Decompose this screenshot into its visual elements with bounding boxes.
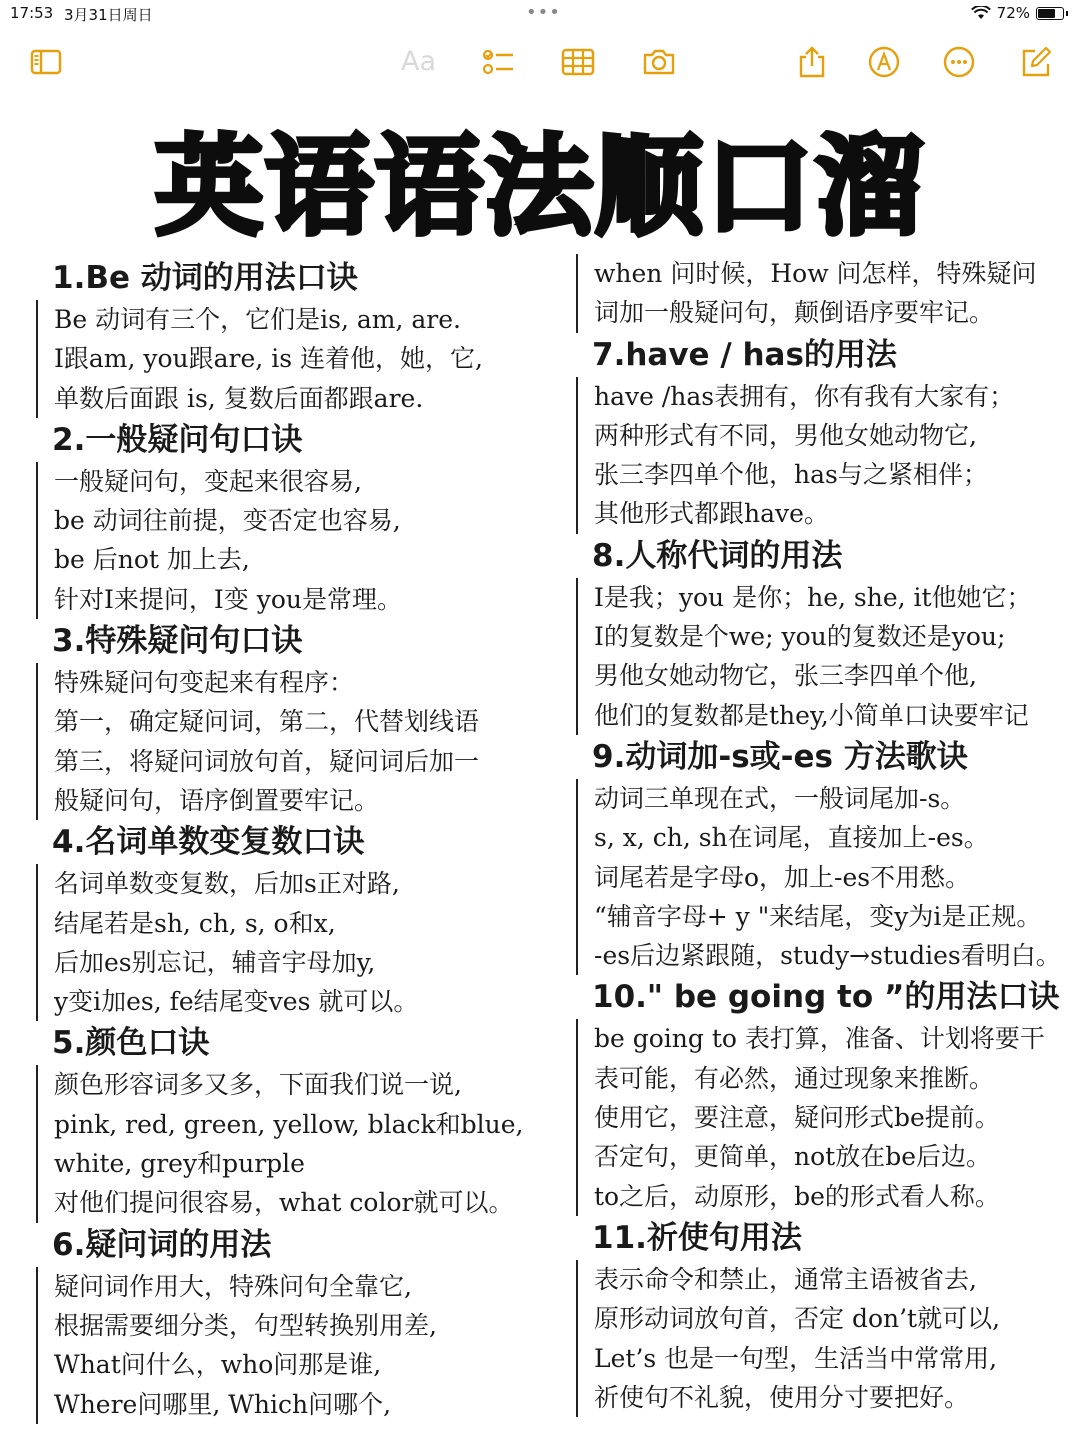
table-icon: [561, 45, 595, 79]
section-heading: 1.Be 动词的用法口诀: [52, 260, 358, 296]
note-text-line: 单数后面跟 is, 复数后面都跟are.: [54, 383, 424, 413]
note-text-line: What问什么，who问那是谁,: [54, 1350, 382, 1380]
wifi-icon: [971, 6, 991, 20]
note-text-line: I是我；you 是你；he, she, it他她它；: [594, 582, 1032, 612]
section-heading: 4.名词单数变复数口诀: [52, 824, 365, 861]
status-date: 3月31日周日: [64, 6, 153, 24]
note-text-line: 两种形式有不同，男他女她动物它,: [594, 420, 977, 450]
markup-button[interactable]: [866, 44, 902, 80]
continued-section-body: [576, 254, 1078, 333]
note-text-line: have /has表拥有，你有我有大家有；: [594, 381, 1015, 411]
note-text-line: I跟am, you跟are, is 连着他，她，它,: [54, 344, 483, 374]
note-text-line: 原形动词放句首，否定 don’t就可以,: [594, 1304, 1001, 1334]
note-text-line: Let’s 也是一句型，生活当中常常用,: [594, 1343, 998, 1373]
share-button[interactable]: [794, 44, 830, 80]
note-text-line: 般疑问句，语序倒置要牢记。: [54, 785, 380, 815]
note-text-line: be 动词往前提，变否定也容易,: [54, 506, 401, 536]
table-button[interactable]: [560, 44, 596, 80]
note-text-line: 词加一般疑问句，颠倒语序要牢记。: [594, 298, 995, 328]
note-text-line: 后加es别忘记，辅音宇母加y,: [54, 947, 376, 977]
checklist-button[interactable]: [480, 44, 516, 80]
multitasking-dots[interactable]: •••: [526, 2, 561, 23]
note-text-line: 颜色形容词多又多，下面我们说一说,: [54, 1070, 462, 1100]
note-text-line: pink, red, green, yellow, black和blue,: [54, 1109, 524, 1139]
more-icon: [942, 45, 976, 79]
section-body: [576, 779, 1078, 975]
note-text-line: 特殊疑问句变起来有程序：: [54, 668, 355, 698]
note-text-line: 他们的复数都是they,小简单口诀要牢记: [594, 700, 1029, 730]
share-icon: [795, 45, 829, 79]
status-right: [971, 4, 1068, 22]
notes-toolbar: [0, 36, 1080, 86]
note-text-line: 表可能，有必然，通过现象来推断。: [594, 1063, 995, 1093]
note-text-line: s, x, ch, sh在词尾，直接加上-es。: [594, 823, 989, 853]
note-text-line: Be 动词有三个，它们是is, am, are.: [54, 305, 461, 334]
section-body: [36, 663, 552, 820]
sidebar-icon: [29, 45, 63, 79]
note-text-line: I的复数是个we; you的复数还是you;: [594, 622, 1006, 652]
note-text-line: 一般疑问句，变起来很容易,: [54, 466, 362, 496]
note-text-line: -es后边紧跟随，study→studies看明白。: [594, 941, 1061, 971]
note-text-line: 其他形式都跟have。: [594, 499, 829, 529]
note-text-line: 男他女她动物它，张三李四单个他,: [594, 661, 977, 691]
note-text-line: white, grey和purple: [54, 1149, 305, 1179]
note-text-line: 对他们提问很容易，what color就可以。: [54, 1188, 514, 1218]
note-text-line: 词尾若是字母o，加上-es不用愁。: [594, 862, 971, 892]
section-body: [36, 1267, 552, 1424]
note-text-line: 疑问词作用大，特殊问句全靠它,: [54, 1271, 412, 1301]
status-time: 17:53: [10, 4, 54, 22]
battery-icon: [1036, 7, 1064, 20]
note-text-line: 名词单数变复数，后加s正对路,: [54, 869, 400, 899]
camera-icon: [642, 45, 676, 79]
status-bar: [0, 0, 1080, 28]
section-heading: 11.祈使句用法: [592, 1219, 802, 1256]
checklist-icon: [481, 45, 515, 79]
note-text-line: 使用它，要注意，疑问形式be提前。: [594, 1103, 1000, 1133]
markup-icon: [867, 45, 901, 79]
camera-button[interactable]: [641, 44, 677, 80]
note-text-line: 针对I来提问，I变 you是常理。: [54, 584, 402, 614]
section-body: [576, 377, 1078, 534]
right-column: [592, 254, 1078, 1417]
note-text-line: be 后not 加上去,: [54, 545, 250, 575]
section-body: [576, 1019, 1078, 1215]
section-heading: 8.人称代词的用法: [592, 537, 843, 574]
note-text-line: 结尾若是sh, ch, s, o和x,: [54, 908, 336, 938]
compose-button[interactable]: [1018, 44, 1054, 80]
section-heading: 10." be going to ”的用法口诀: [592, 979, 1060, 1016]
section-body: [36, 864, 552, 1021]
section-heading: 9.动词加-s或-es 方法歌诀: [592, 738, 968, 775]
note-text-line: “辅音字母+ y "来结尾，变y为i是正规。: [594, 901, 1042, 931]
section-heading: 2.一般疑问句口诀: [52, 421, 303, 458]
note-text-line: to之后，动原形，be的形式看人称。: [594, 1181, 1000, 1211]
note-text-line: 否定句，更简单，not放在be后边。: [594, 1142, 991, 1172]
section-body: [576, 578, 1078, 735]
text-format-button[interactable]: Aa: [401, 46, 437, 77]
compose-icon: [1019, 45, 1053, 79]
note-text-line: 第一，确定疑问词，第二，代替划线语: [54, 707, 480, 737]
note-text-line: 祈使句不礼貌，使用分寸要把好。: [594, 1382, 970, 1412]
section-body: [36, 1065, 552, 1222]
sidebar-toggle-button[interactable]: [28, 44, 64, 80]
note-text-line: y变i加es, fe结尾变ves 就可以。: [54, 987, 419, 1017]
section-heading: 3.特殊疑问句口诀: [52, 623, 303, 660]
battery-cap: [1066, 11, 1068, 16]
note-text-line: 第三，将疑问词放句首，疑问词后加一: [54, 746, 480, 776]
note-text-line: when 问时候，How 问怎样，特殊疑问: [594, 259, 1037, 288]
note-text-line: 张三李四单个他，has与之紧相伴；: [594, 460, 988, 490]
section-heading: 6.疑问词的用法: [52, 1226, 272, 1263]
note-text-line: 根据需要细分类，句型转换别用差,: [54, 1310, 437, 1340]
note-title: 英语语法顺口溜: [154, 125, 925, 250]
section-body: [36, 462, 552, 619]
section-body: [576, 1260, 1078, 1417]
more-button[interactable]: [941, 44, 977, 80]
section-heading: 5.颜色口诀: [52, 1025, 210, 1062]
battery-fill: [1038, 9, 1055, 18]
section-heading: 7.have / has的用法: [592, 336, 897, 373]
battery-percent: 72%: [996, 4, 1030, 22]
note-text-line: 动词三单现在式，一般词尾加-s。: [594, 783, 966, 813]
left-column: [52, 256, 552, 1424]
note-text-line: Where问哪里, Which问哪个,: [54, 1389, 392, 1419]
note-text-line: be going to 表打算，准备、计划将要干: [594, 1024, 1045, 1054]
section-body: [36, 300, 552, 418]
note-text-line: 表示命令和禁止，通常主语被省去,: [594, 1264, 977, 1294]
